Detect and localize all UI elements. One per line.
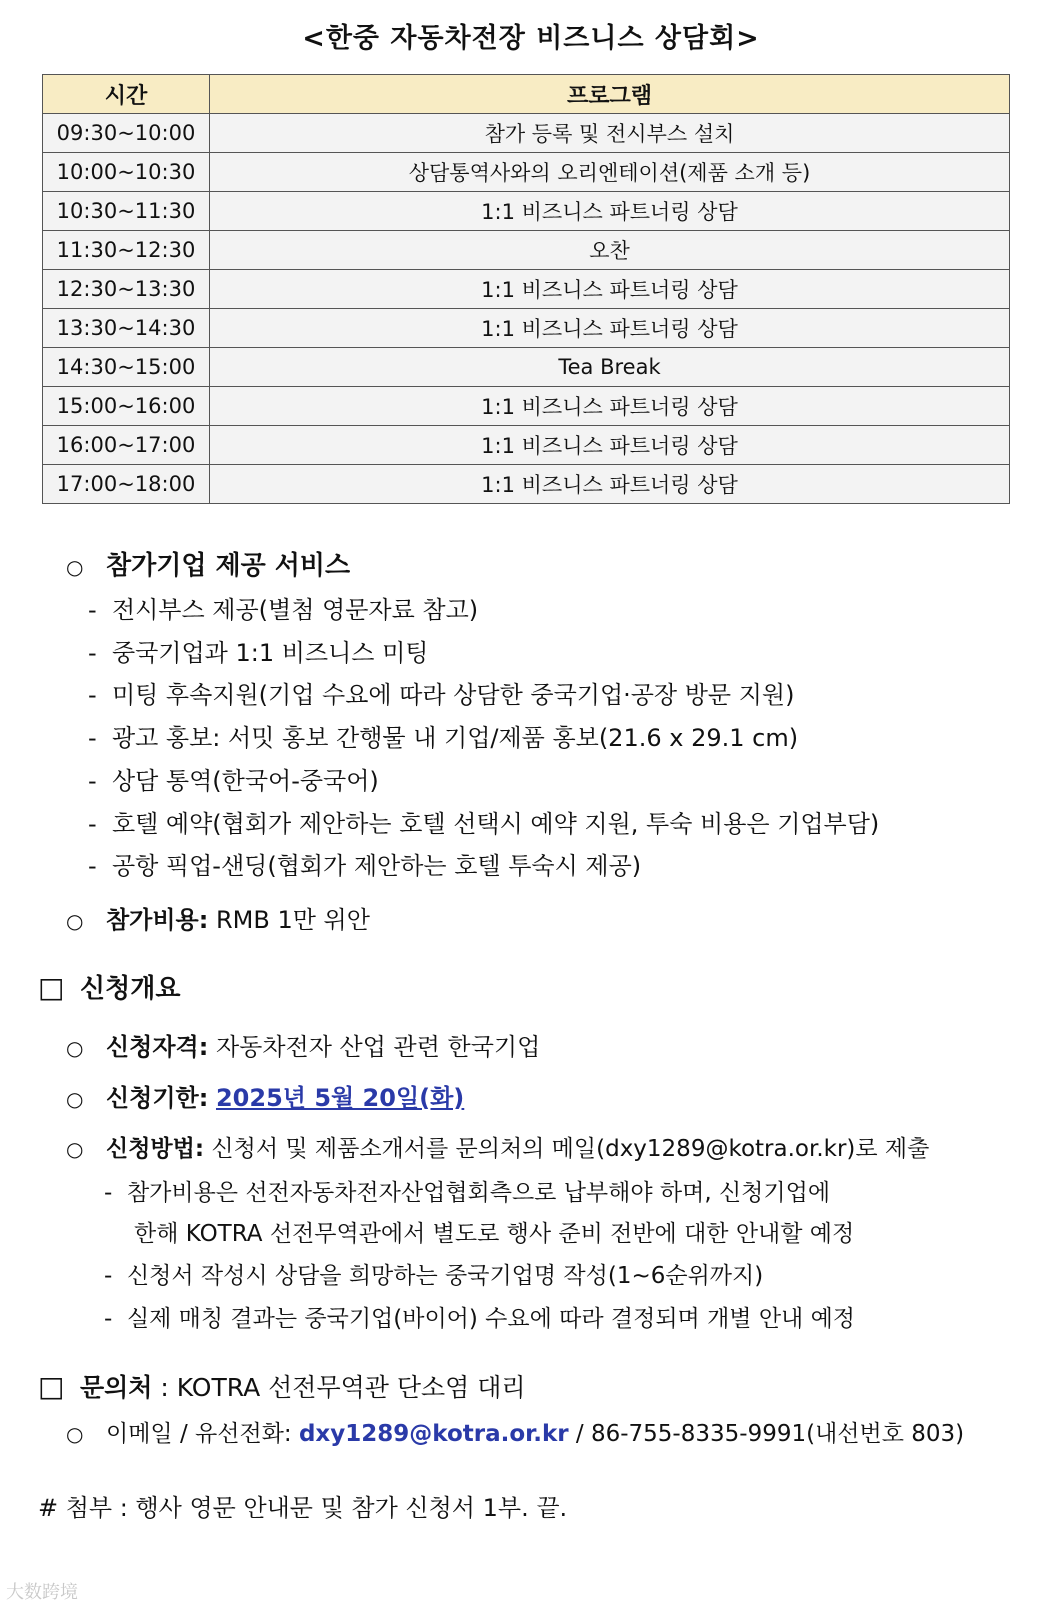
fee-value: RMB 1만 위안 — [215, 906, 370, 934]
service-item-text: 중국기업과 1:1 비즈니스 미팅 — [111, 638, 429, 667]
contact-label: 이메일 / 유선전화: — [106, 1421, 292, 1447]
time-cell: 10:30~11:30 — [43, 192, 210, 231]
time-cell: 12:30~13:30 — [43, 270, 210, 309]
table-header-row — [43, 75, 1010, 114]
note-text: 신청서 작성시 상담을 희망하는 중국기업명 작성(1~6순위까지) — [126, 1263, 764, 1289]
schedule-body — [43, 114, 1010, 504]
time-cell: 17:00~18:00 — [43, 465, 210, 504]
header-time: 시간 — [43, 75, 210, 114]
dash-bullet: - — [88, 681, 97, 710]
checkbox-square-icon: □ — [38, 1370, 65, 1403]
table-row — [43, 270, 1010, 309]
service-item-text: 광고 홍보: 서밋 홍보 간행물 내 기업/제품 홍보(21.6 x 29.1 cm) — [111, 724, 799, 753]
service-item-text: 미팅 후속지원(기업 수요에 따라 상담한 중국기업·공장 방문 지원) — [111, 681, 795, 710]
contact-value: : KOTRA 선전무역관 단소염 대리 — [160, 1373, 526, 1402]
program-cell: 참가 등록 및 전시부스 설치 — [210, 114, 1010, 153]
dash-bullet: - — [88, 766, 97, 795]
service-item-text: 호텔 예약(협회가 제안하는 호텔 선택시 예약 지원, 투숙 비용은 기업부담) — [111, 809, 880, 838]
circle-bullet-icon: ○ — [66, 1036, 84, 1060]
service-item-text: 공항 픽업-샌딩(협회가 제안하는 호텔 투숙시 제공) — [111, 852, 642, 881]
program-cell: 1:1 비즈니스 파트너링 상담 — [210, 270, 1010, 309]
program-cell: 1:1 비즈니스 파트너링 상담 — [210, 192, 1010, 231]
service-item — [88, 675, 794, 710]
method-value: 신청서 및 제품소개서를 문의처의 메일(dxy1289@kotra.or.kr)로 제출 — [211, 1136, 930, 1162]
eligibility-label: 신청자격: — [106, 1033, 209, 1061]
table-row — [43, 114, 1010, 153]
service-item — [88, 846, 641, 881]
services-heading: 참가기업 제공 서비스 — [106, 551, 351, 581]
circle-bullet-icon: ○ — [66, 555, 84, 579]
circle-bullet-icon: ○ — [66, 1422, 84, 1446]
time-cell: 09:30~10:00 — [43, 114, 210, 153]
table-row — [43, 192, 1010, 231]
fee-label: 참가비용: — [106, 906, 209, 934]
program-cell: Tea Break — [210, 348, 1010, 387]
attachment-note: # 첨부 : 행사 영문 안내문 및 참가 신청서 1부. 끝. — [38, 1494, 568, 1522]
program-cell: 1:1 비즈니스 파트너링 상담 — [210, 426, 1010, 465]
service-item-text: 전시부스 제공(별첨 영문자료 참고) — [111, 596, 479, 624]
page-title: <한중 자동차전장 비즈니스 상담회> — [302, 23, 760, 54]
service-item — [88, 761, 379, 796]
contact-email-link[interactable]: dxy1289@kotra.or.kr — [298, 1421, 569, 1447]
deadline-label: 신청기한: — [106, 1084, 209, 1112]
program-cell: 오찬 — [210, 231, 1010, 270]
note-text: 한해 KOTRA 선전무역관에서 별도로 행사 준비 전반에 대한 안내할 예정 — [134, 1221, 855, 1247]
checkbox-square-icon: □ — [38, 971, 65, 1004]
services-heading-line — [66, 545, 350, 582]
note-3 — [104, 1300, 855, 1333]
time-cell: 10:00~10:30 — [43, 153, 210, 192]
eligibility-line — [66, 1027, 540, 1062]
table-row — [43, 153, 1010, 192]
table-row — [43, 309, 1010, 348]
dash-bullet: - — [104, 1306, 113, 1332]
time-cell: 13:30~14:30 — [43, 309, 210, 348]
dash-bullet: - — [88, 809, 97, 838]
contact-detail-line — [66, 1415, 964, 1448]
circle-bullet-icon: ○ — [66, 1137, 84, 1161]
table-row — [43, 348, 1010, 387]
time-cell: 11:30~12:30 — [43, 231, 210, 270]
dash-bullet: - — [104, 1263, 113, 1289]
contact-heading: 문의처 — [80, 1373, 153, 1402]
dash-bullet: - — [104, 1180, 113, 1206]
deadline-value: 2025년 5월 20일(화) — [215, 1084, 465, 1112]
program-cell: 상담통역사와의 오리엔테이션(제품 소개 등) — [210, 153, 1010, 192]
application-heading-line — [38, 968, 180, 1005]
circle-bullet-icon: ○ — [66, 1087, 84, 1111]
dash-bullet: - — [88, 852, 97, 881]
service-item — [88, 718, 798, 753]
table-row — [43, 231, 1010, 270]
table-row — [43, 426, 1010, 465]
eligibility-value: 자동차전자 산업 관련 한국기업 — [215, 1033, 541, 1061]
note-1-line2 — [134, 1215, 854, 1248]
note-text: 실제 매칭 결과는 중국기업(바이어) 수요에 따라 결정되며 개별 안내 예정 — [126, 1306, 856, 1332]
contact-phone: / 86-755-8335-9991(내선번호 803) — [575, 1421, 965, 1447]
program-cell: 1:1 비즈니스 파트너링 상담 — [210, 387, 1010, 426]
schedule-table — [42, 74, 1010, 504]
time-cell: 16:00~17:00 — [43, 426, 210, 465]
dash-bullet: - — [88, 638, 97, 667]
time-cell: 14:30~15:00 — [43, 348, 210, 387]
note-text: 참가비용은 선전자동차전자산업협회측으로 납부해야 하며, 신청기업에 — [126, 1180, 831, 1206]
dash-bullet: - — [88, 724, 97, 753]
service-item — [88, 633, 428, 668]
service-item-text: 상담 통역(한국어-중국어) — [111, 766, 379, 795]
contact-heading-line — [38, 1368, 526, 1404]
dash-bullet: - — [88, 596, 97, 624]
method-label: 신청방법: — [106, 1136, 205, 1162]
service-item — [88, 590, 478, 625]
method-line — [66, 1130, 929, 1163]
time-cell: 15:00~16:00 — [43, 387, 210, 426]
fee-line — [66, 900, 370, 935]
header-program: 프로그램 — [210, 75, 1010, 114]
application-heading: 신청개요 — [80, 974, 181, 1004]
program-cell: 1:1 비즈니스 파트너링 상담 — [210, 465, 1010, 504]
watermark: 大数跨境 — [6, 1582, 78, 1603]
circle-bullet-icon: ○ — [66, 909, 84, 933]
program-cell: 1:1 비즈니스 파트너링 상담 — [210, 309, 1010, 348]
table-row — [43, 387, 1010, 426]
service-item — [88, 804, 879, 839]
note-2 — [104, 1257, 763, 1290]
table-row — [43, 465, 1010, 504]
deadline-line — [66, 1078, 464, 1113]
note-1-line1 — [104, 1174, 830, 1207]
